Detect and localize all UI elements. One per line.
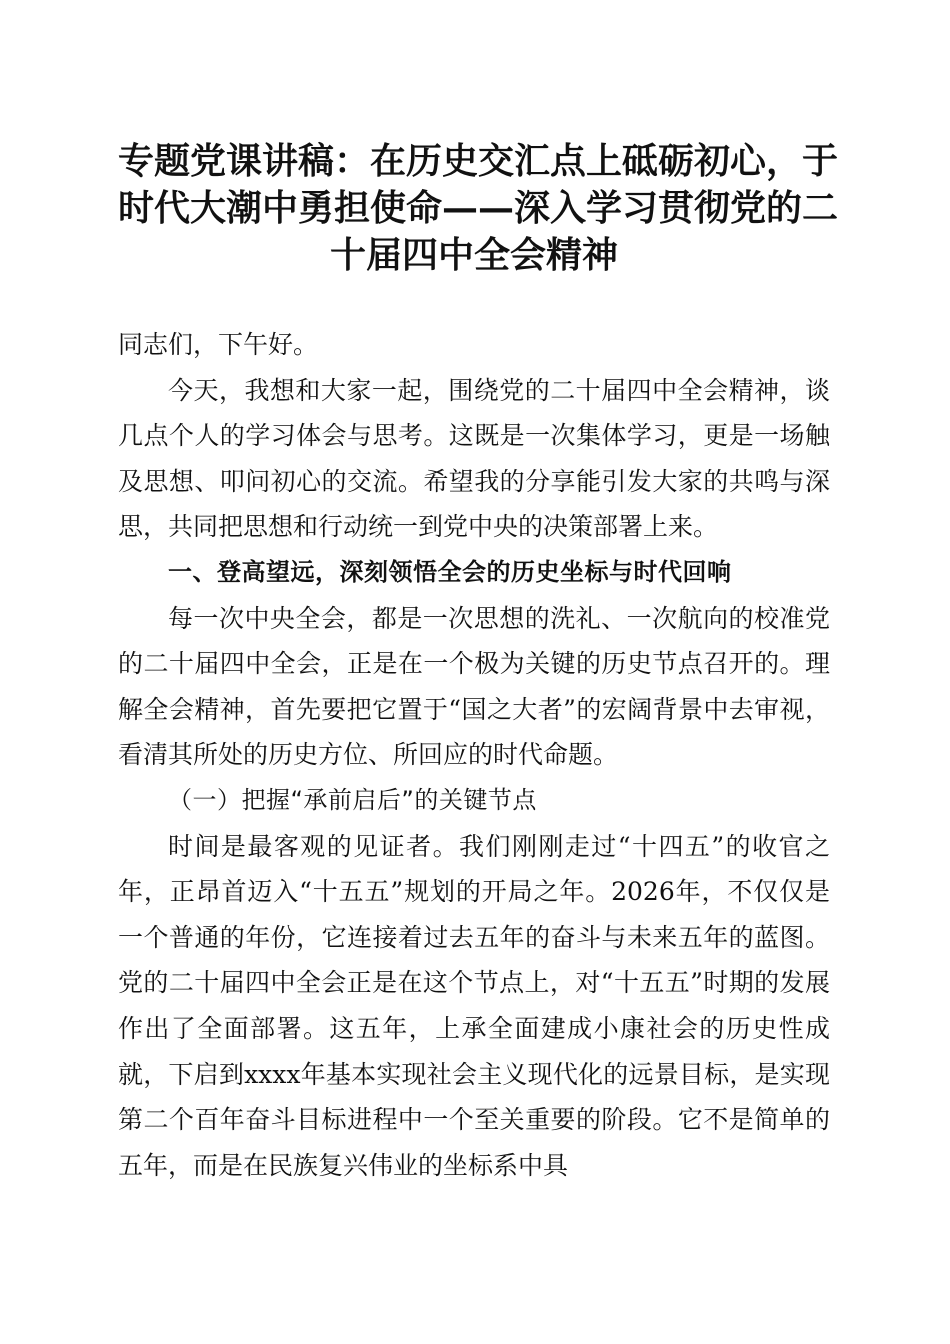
subsection-heading-1: （一）把握“承前启后”的关键节点 — [168, 785, 537, 814]
greeting-paragraph: 同志们，下午好。 — [118, 330, 319, 359]
title-line-1: 专题党课讲稿：在历史交汇点上砥砺初心，于 — [118, 140, 839, 182]
subsection-1-paragraph: 时间是最客观的见证者。我们刚刚走过“十四五”的收官之年，正昂首迈入“十五五”规划的开局之年。2026年，不仅仅是一个普通的年份，它连接着过去五年的奋斗与未来五年的蓝图。党的二十届四中全会正是在这个节点上，对“十五五”时期的发展作出了全面部署。这五年，上承全面建成小康社会的历史性成就，下启到xxxx年基本实现社会主义现代化的远景目标，是实现第二个百年奋斗目标进程中一个至关重要的阶段。它不是简单的五年，而是在民族复兴伟业的坐标系中具 — [118, 831, 830, 1180]
document-body — [118, 322, 830, 1188]
title-line-2: 时代大潮中勇担使命——深入学习贯彻党的二 — [118, 187, 839, 229]
intro-paragraph: 今天，我想和大家一起，围绕党的二十届四中全会精神，谈几点个人的学习体会与思考。这既是一次集体学习，更是一场触及思想、叩问初心的交流。希望我的分享能引发大家的共鸣与深思，共同把思想和行动统一到党中央的决策部署上来。 — [118, 375, 830, 542]
section-heading-1: 一、登高望远，深刻领悟全会的历史坐标与时代回响 — [168, 557, 732, 586]
document-title — [118, 138, 839, 279]
section-1-paragraph: 每一次中央全会，都是一次思想的洗礼、一次航向的校准党的二十届四中全会，正是在一个极为关键的历史节点召开的。理解全会精神，首先要把它置于“国之大者”的宏阔背景中去审视，看清其所处的历史方位、所回应的时代命题。 — [118, 603, 830, 770]
title-line-3: 十届四中全会精神 — [329, 234, 618, 276]
